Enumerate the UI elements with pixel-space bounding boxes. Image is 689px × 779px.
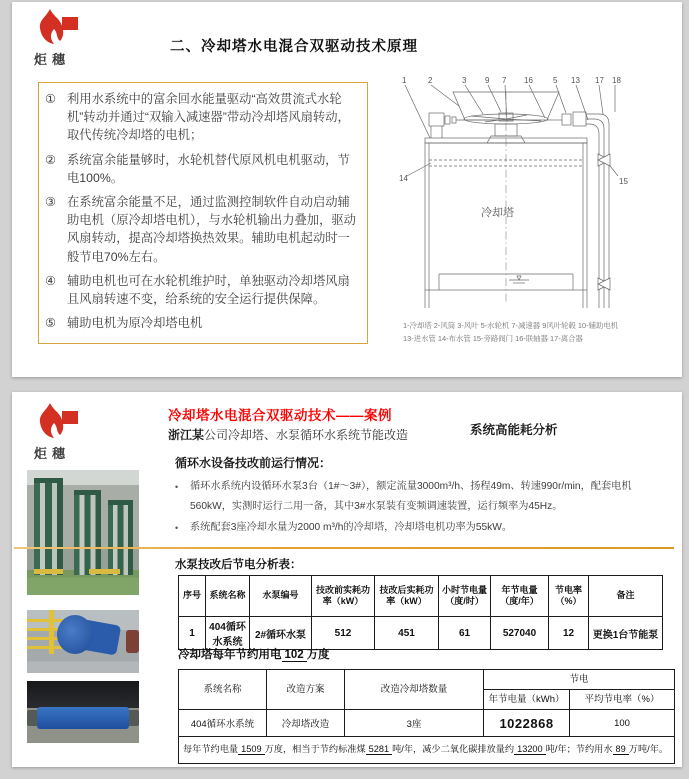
- shaft-end: [128, 710, 139, 726]
- diagram-label-9: 9: [485, 76, 490, 85]
- diagram-label-17: 17: [595, 76, 604, 85]
- flame-logo-icon: [34, 8, 82, 48]
- table-row: [179, 710, 675, 737]
- company-logo: [34, 402, 104, 464]
- logo-text: 炬穗: [34, 446, 71, 461]
- annual-saving-note: [178, 646, 330, 662]
- note-post: 万度: [306, 649, 330, 661]
- footer-text: 每年节约电量: [183, 744, 239, 754]
- principle-points-box: [38, 82, 368, 344]
- subtitle-company: 浙江某: [168, 428, 205, 442]
- point-text: 在系统富余能量不足，通过监测控制软件自动启动辅助电机（原冷却塔电机），与水轮机输出力叠加，驱动风扇转动，提高冷却塔换热效果。辅助电机起动时一般节电70%左右。: [67, 194, 356, 264]
- col-header: 小时节电量（度/时）: [439, 576, 491, 617]
- note-value: 102: [282, 649, 307, 662]
- footer-note: [179, 737, 675, 764]
- tower-name-label: 冷却塔: [481, 207, 514, 219]
- cell: 100: [570, 710, 675, 737]
- cell: 1022868: [484, 710, 570, 737]
- diagram-label-16: 16: [524, 76, 533, 85]
- col-header: 年节电量（度/年）: [491, 576, 549, 617]
- slide2-title: 冷却塔水电混合双驱动技术——案例: [168, 408, 392, 423]
- plant-yellow-base: [89, 569, 120, 574]
- point-text: 辅助电机也可在水轮机维护时，单独驱动冷却塔风扇且风扇转速不变，给系统的安全运行提供保障。: [67, 273, 350, 306]
- principle-point: [45, 151, 361, 187]
- col-header: 系统名称: [206, 576, 250, 617]
- cell: 527040: [491, 617, 549, 650]
- point-text: 系统富余能量够时，水轮机替代原风机电机驱动，节电100%。: [67, 152, 350, 185]
- diagram-label-13: 13: [571, 76, 580, 85]
- flame-logo-icon: [34, 402, 82, 442]
- diagram-legend-line2: 13-进水管 14-布水管 15-旁路阀门 16-联轴器 17-离合器: [403, 334, 583, 343]
- cell: 12: [549, 617, 589, 650]
- principle-point: [45, 272, 361, 308]
- point-number: ①: [45, 92, 57, 106]
- footer-text: 万度，相当于节约标准煤: [264, 744, 366, 754]
- bullet-text: 系统配套3座冷却水量为2000 m³/h的冷却塔，冷却塔电机功率为55kW。: [190, 521, 513, 533]
- cell: 61: [439, 617, 491, 650]
- col-header: 水泵编号: [250, 576, 312, 617]
- footer-value: 89: [613, 744, 629, 755]
- footer-text: 吨/年；节约用水: [545, 744, 613, 754]
- col-header: 节电率（%）: [549, 576, 589, 617]
- principle-point: [45, 90, 361, 145]
- gold-divider-line: [14, 547, 674, 549]
- slide2-subtitle: [168, 426, 408, 443]
- cell: 451: [375, 617, 439, 650]
- point-text: 辅助电机为原冷却塔电机: [67, 316, 203, 331]
- photo-fan-drive-unit: [27, 681, 139, 743]
- discharge-pipe: [126, 630, 139, 653]
- bullet-item: [175, 477, 667, 517]
- energy-analysis-header: 系统高能耗分析: [470, 423, 558, 437]
- pre-retrofit-section-header: 循环水设备技改前运行情况：: [175, 456, 332, 470]
- bullet-item: [175, 518, 667, 538]
- point-text: 利用水系统中的富余回水能量驱动“高效贯流式水轮机”转动并通过“双输入减速器”带动冷却塔风扇转动，取代传统冷却塔的电机；: [67, 92, 350, 143]
- slide-principle: [12, 2, 682, 377]
- diagram-label-2: 2: [428, 76, 433, 85]
- diagram-label-1: 1: [402, 76, 407, 85]
- col-header: 备注: [589, 576, 663, 617]
- plant-tower-structure: [74, 490, 101, 575]
- diagram-legend-line1: 1-冷却塔 2-风筒 3-风叶 5-水轮机 7-减速器 9风叶轮毂 10-辅助电机: [403, 321, 619, 330]
- pre-retrofit-bullets: [175, 477, 667, 539]
- cell: 3座: [345, 710, 484, 737]
- group-header: 节电: [484, 670, 675, 690]
- table-header-row: [179, 670, 675, 690]
- plant-tower-structure: [34, 478, 63, 576]
- col-header: 改造冷却塔数量: [345, 670, 484, 710]
- col-header: 序号: [179, 576, 206, 617]
- diagram-label-18: 18: [612, 76, 621, 85]
- plant-tower-structure: [108, 500, 134, 575]
- col-header: 系统名称: [179, 670, 267, 710]
- diagram-label-15: 15: [619, 177, 628, 186]
- cooling-tower-diagram: [395, 60, 682, 352]
- logo-text: 炬穗: [34, 52, 71, 67]
- railing-post: [49, 610, 53, 654]
- point-number: ②: [45, 152, 57, 167]
- bullet-icon: •: [175, 522, 179, 533]
- note-pre: 冷却塔每年节约用电: [178, 649, 282, 661]
- diagram-label-7: 7: [502, 76, 507, 85]
- principle-point: [45, 193, 361, 266]
- blue-drive-unit: [37, 707, 129, 729]
- diagram-label-3: 3: [462, 76, 467, 85]
- cell: 2#循环水泵: [250, 617, 312, 650]
- bullet-text: 循环水系统内设循环水泵3台（1#～3#），额定流量3000m³/h、扬程49m、转速990r/min，配套电机560kW，实测时运行二用一备，其中3#水泵装有变频调速装置，运行频率为45Hz。: [190, 481, 632, 512]
- footer-text: 吨/年，减少二氧化碳排放量约: [392, 744, 515, 754]
- col-header: 改造方案: [267, 670, 345, 710]
- point-number: ③: [45, 194, 57, 209]
- bullet-icon: •: [175, 482, 179, 492]
- principle-point: [45, 314, 361, 332]
- table-footer-row: [179, 737, 675, 764]
- company-logo: [34, 8, 104, 70]
- col-header: 年节电量（kWh）: [484, 690, 570, 710]
- slide-case-study: [12, 392, 682, 767]
- col-header: 技改后实耗功率（kW）: [375, 576, 439, 617]
- cell: 冷却塔改造: [267, 710, 345, 737]
- cell: 更换1台节能泵: [589, 617, 663, 650]
- footer-text: 万吨/年。: [628, 744, 669, 754]
- cell: 1: [179, 617, 206, 650]
- retrofit-summary-table: [178, 669, 675, 764]
- photo-circulating-pump: [27, 610, 139, 673]
- pump-inlet-cone: [57, 615, 93, 654]
- table-row: [179, 617, 663, 650]
- cell: 404循环水系统: [179, 710, 267, 737]
- col-header: 技改前实耗功率（kW）: [312, 576, 375, 617]
- fan-assembly-shadow: [27, 681, 139, 708]
- photo-cooling-tower-plant: [27, 470, 139, 595]
- cell: 404循环水系统: [206, 617, 250, 650]
- point-number: ④: [45, 273, 57, 288]
- col-header: 平均节电率（%）: [570, 690, 675, 710]
- slide1-title: 二、冷却塔水电混合双驱动技术原理: [170, 39, 418, 55]
- diagram-label-14: 14: [399, 174, 408, 183]
- footer-value: 5281: [366, 744, 392, 755]
- pump-table-title: 水泵技改后节电分析表：: [175, 559, 302, 571]
- footer-value: 13200: [514, 744, 546, 755]
- subtitle-rest: 公司冷却塔、水泵循环水系统节能改造: [204, 428, 409, 442]
- plant-yellow-base: [34, 569, 63, 574]
- point-number: ⑤: [45, 316, 57, 331]
- pump-savings-table: [178, 575, 663, 650]
- cell: 512: [312, 617, 375, 650]
- table-header-row: [179, 576, 663, 617]
- footer-value: 1509: [238, 744, 264, 755]
- diagram-label-5: 5: [553, 76, 558, 85]
